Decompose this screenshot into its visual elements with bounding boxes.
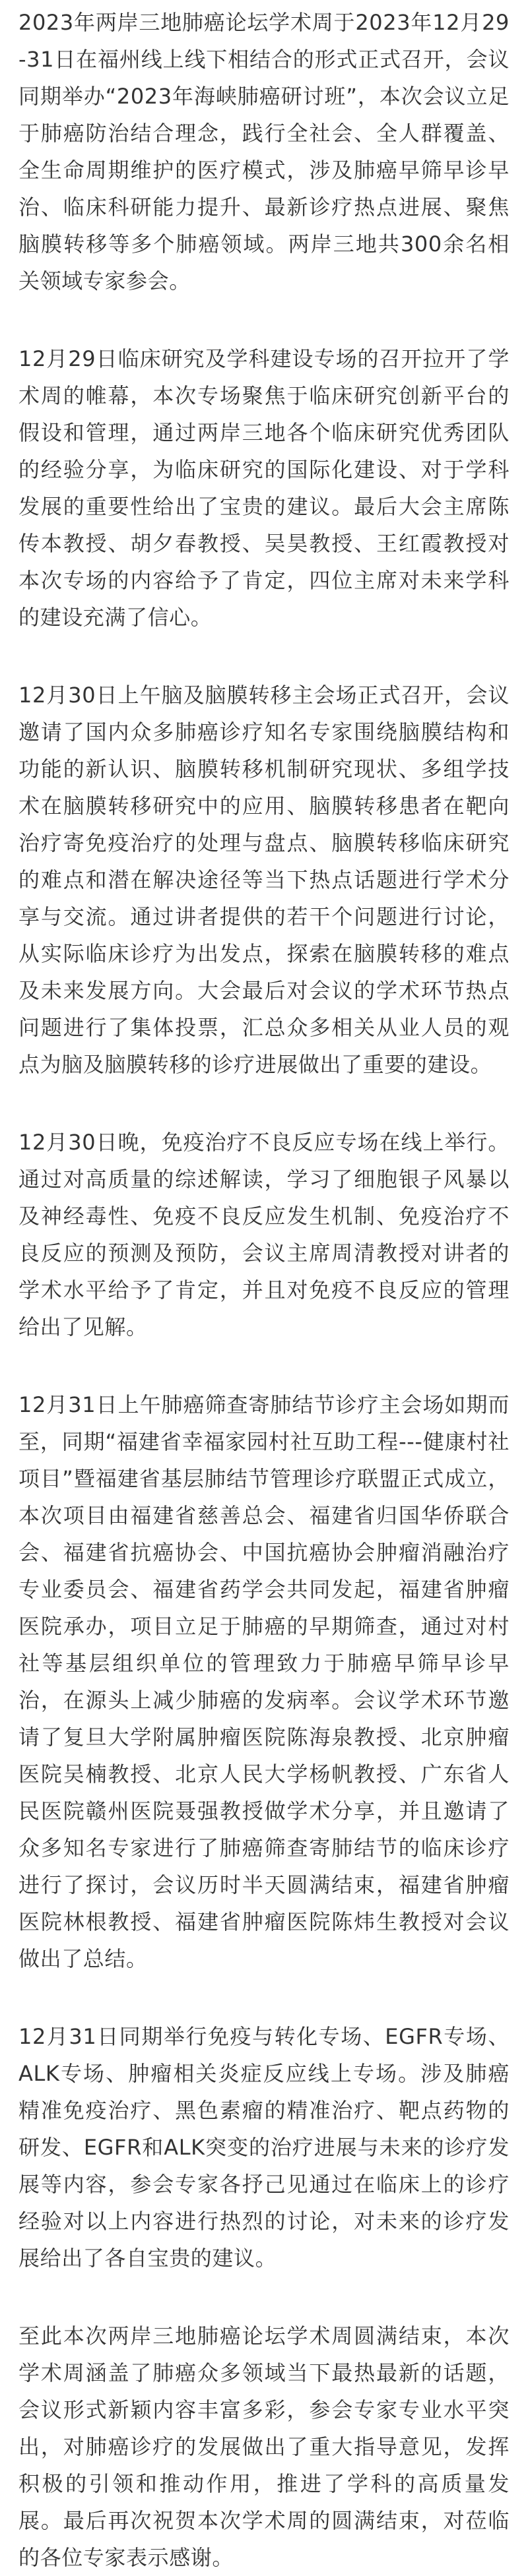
- paragraph-dec31-parallel-sessions: 12月31日同期举行免疫与转化专场、EGFR专场、ALK专场、肿瘤相关炎症反应线上专场。涉及肺癌精准免疫治疗、黑色素瘤的精准治疗、靶点药物的研发、EGFR和ALK突变的治疗进展与未来的诊疗发展等内容，参会专家各抒己见通过在临床上的诊疗经验对以上内容进行热烈的讨论，对未来的诊疗发展给出了各自宝贵的建议。: [18, 2024, 510, 2271]
- article-body: [18, 0, 510, 2576]
- paragraph-spacer: [18, 1083, 510, 1124]
- paragraph-dec29-clinical-research: 12月29日临床研究及学科建设专场的召开拉开了学术周的帷幕，本次专场聚焦于临床研究创新平台的假设和管理，通过两岸三地各个临床研究优秀团队的经验分享，为临床研究的国际化建设、对于学科发展的重要性给出了宝贵的建议。最后大会主席陈传本教授、胡夕春教授、吴昊教授、王红霞教授对本次专场的内容给予了肯定，四位主席对未来学科的建设充满了信心。: [18, 346, 510, 630]
- paragraph-forum-overview: 2023年两岸三地肺癌论坛学术周于2023年12月29-31日在福州线上线下相结合的形式正式召开，会议同期举办“2023年海峡肺癌研讨班”，本次会议立足于肺癌防治结合理念，践行全社会、全人群覆盖、全生命周期维护的医疗模式，涉及肺癌早筛早诊早治、临床科研能力提升、最新诊疗热点进展、聚焦脑膜转移等多个肺癌领域。两岸三地共300余名相关领域专家参会。: [18, 10, 510, 293]
- paragraph-spacer: [18, 1977, 510, 2018]
- paragraph-dec31-screening-nodules: 12月31日上午肺癌筛查寄肺结节诊疗主会场如期而至，同期“福建省幸福家园村社互助工程---健康村社项目”暨福建省基层肺结节管理诊疗联盟正式成立，本次项目由福建省慈善总会、福建省归国华侨联合会、福建省抗癌协会、中国抗癌协会肿瘤消融治疗专业委员会、福建省药学会共同发起，福建省肿瘤医院承办，项目立足于肺癌的早期筛查，通过对村社等基层组织单位的管理致力于肺癌早筛早诊早治，在源头上减少肺癌的发病率。会议学术环节邀请了复旦大学附属肿瘤医院陈海泉教授、北京肿瘤医院吴楠教授、北京人民大学杨帆教授、广东省人民医院赣州医院聂强教授做学术分享，并且邀请了众多知名专家进行了肺癌筛查寄肺结节的临床诊疗进行了探讨，会议历时半天圆满结束，福建省肿瘤医院林根教授、福建省肿瘤医院陈炜生教授对会议做出了总结。: [18, 1392, 510, 1971]
- paragraph-spacer: [18, 636, 510, 677]
- paragraph-spacer: [18, 299, 510, 340]
- paragraph-spacer: [18, 2277, 510, 2317]
- paragraph-closing-summary: 至此本次两岸三地肺癌论坛学术周圆满结束，本次学术周涵盖了肺癌众多领域当下最热最新的话题，会议形式新颖内容丰富多彩，参会专家专业水平突出，对肺癌诊疗的发展做出了重大指导意见，发挥积极的引领和推动作用，推进了学科的高质量发展。最后再次祝贺本次学术周的圆满结束，对莅临的各位专家表示感谢。: [18, 2323, 510, 2570]
- paragraph-spacer: [18, 1345, 510, 1386]
- paragraph-dec30-brain-metastasis: 12月30日上午脑及脑膜转移主会场正式召开，会议邀请了国内众多肺癌诊疗知名专家围绕脑膜结构和功能的新认识、脑膜转移机制研究现状、多组学技术在脑膜转移研究中的应用、脑膜转移患者在靶向治疗寄免疫治疗的处理与盘点、脑膜转移临床研究的难点和潜在解决途径等当下热点话题进行学术分享与交流。通过讲者提供的若干个问题进行讨论，从实际临床诊疗为出发点，探索在脑膜转移的难点及未来发展方向。大会最后对会议的学术环节热点问题进行了集体投票，汇总众多相关从业人员的观点为脑及脑膜转移的诊疗进展做出了重要的建设。: [18, 683, 510, 1077]
- paragraph-dec30-immunotherapy-adverse: 12月30日晚，免疫治疗不良反应专场在线上举行。通过对高质量的综述解读，学习了细胞银子风暴以及神经毒性、免疫不良反应发生机制、免疫治疗不良反应的预测及预防，会议主席周清教授对讲者的学术水平给予了肯定，并且对免疫不良反应的管理给出了见解。: [18, 1130, 510, 1339]
